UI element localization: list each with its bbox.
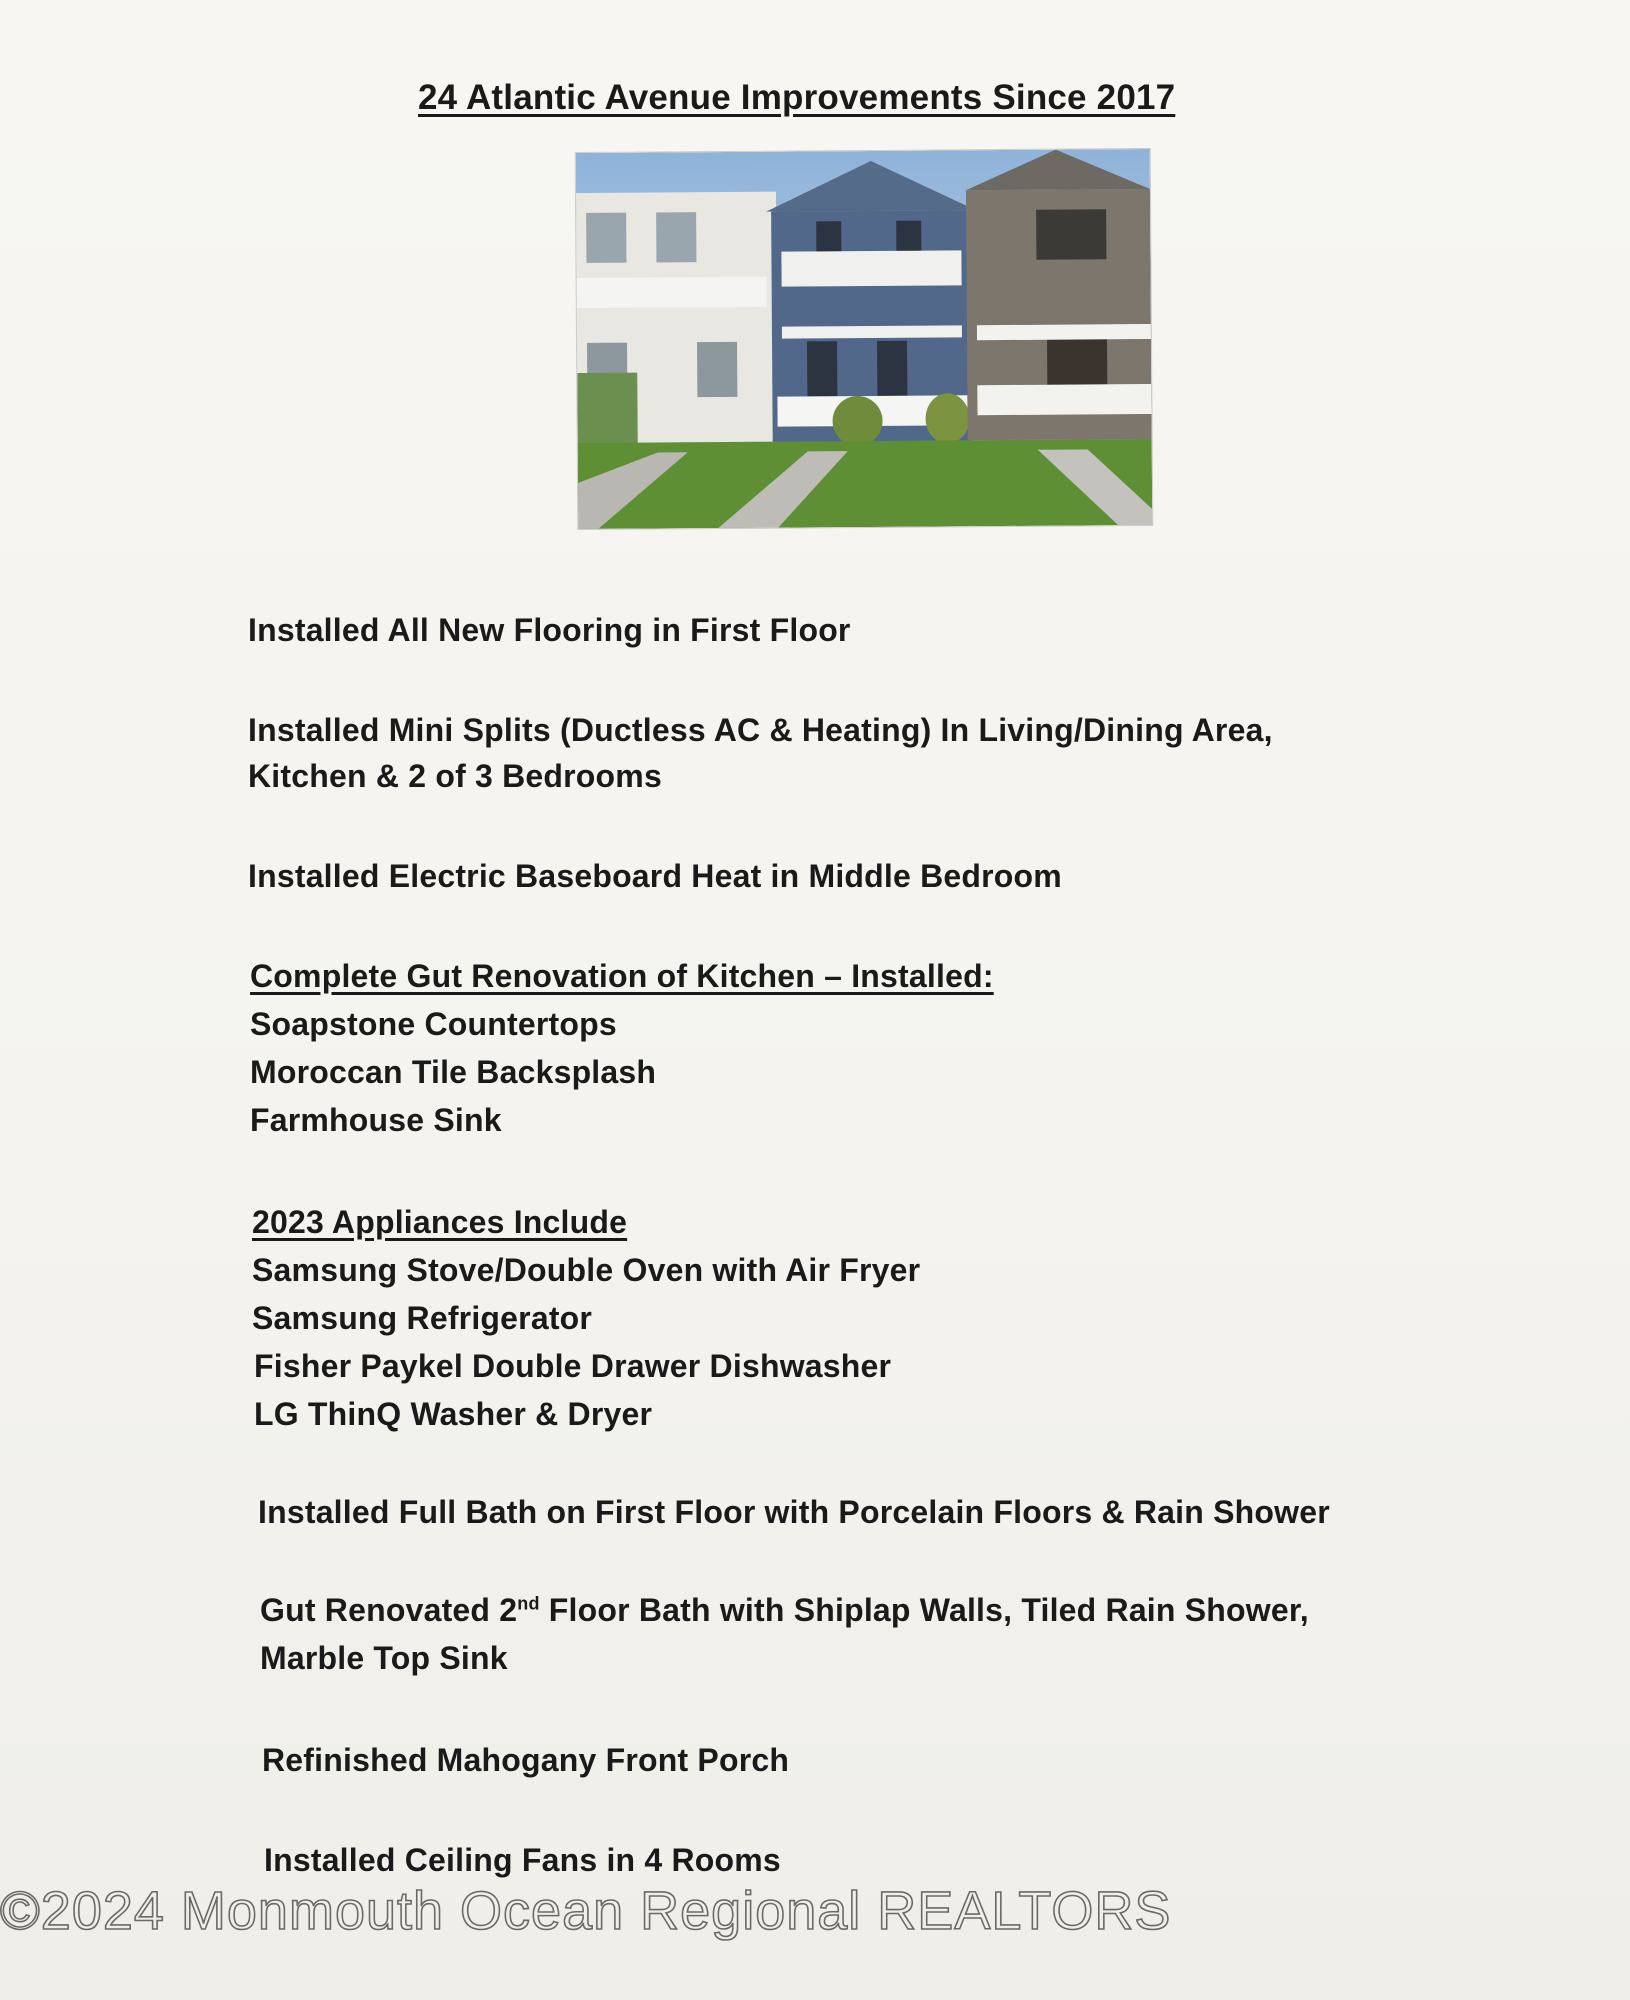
bath2-suffix: Floor Bath with Shiplap Walls, Tiled Rain Shower, [539, 1592, 1309, 1628]
appliance-item: Samsung Refrigerator [252, 1300, 593, 1336]
improvement-item: Kitchen & 2 of 3 Bedrooms [248, 758, 662, 794]
porch-item: Refinished Mahogany Front Porch [262, 1742, 790, 1778]
bath-second-floor-line2: Marble Top Sink [260, 1640, 508, 1676]
house-photo [575, 148, 1154, 530]
appliance-item: LG ThinQ Washer & Dryer [254, 1396, 653, 1432]
copyright-watermark: ©2024 Monmouth Ocean Regional REALTORS [0, 1881, 1172, 1941]
appliance-item: Samsung Stove/Double Oven with Air Fryer [252, 1252, 921, 1288]
kitchen-item: Moroccan Tile Backsplash [250, 1054, 657, 1090]
improvement-item: Installed All New Flooring in First Floor [248, 612, 851, 648]
appliance-item: Fisher Paykel Double Drawer Dishwasher [254, 1348, 892, 1384]
improvement-item: Installed Electric Baseboard Heat in Middle Bedroom [248, 858, 1062, 894]
house-photo-icon [576, 149, 1153, 529]
bath2-prefix: Gut Renovated 2 [260, 1592, 518, 1628]
appliances-heading: 2023 Appliances Include [252, 1204, 628, 1240]
ceiling-fans-item: Installed Ceiling Fans in 4 Rooms [264, 1842, 781, 1878]
bath-second-floor [260, 1592, 1309, 1629]
improvement-item: Installed Mini Splits (Ductless AC & Heating) In Living/Dining Area, [248, 712, 1273, 748]
document-title: 24 Atlantic Avenue Improvements Since 2017 [418, 78, 1176, 117]
kitchen-item: Soapstone Countertops [250, 1006, 617, 1042]
bath2-sup: nd [517, 1593, 540, 1614]
bath-first-floor: Installed Full Bath on First Floor with Porcelain Floors & Rain Shower [258, 1494, 1330, 1530]
kitchen-item: Farmhouse Sink [250, 1102, 502, 1138]
kitchen-heading: Complete Gut Renovation of Kitchen – Installed: [250, 958, 994, 994]
